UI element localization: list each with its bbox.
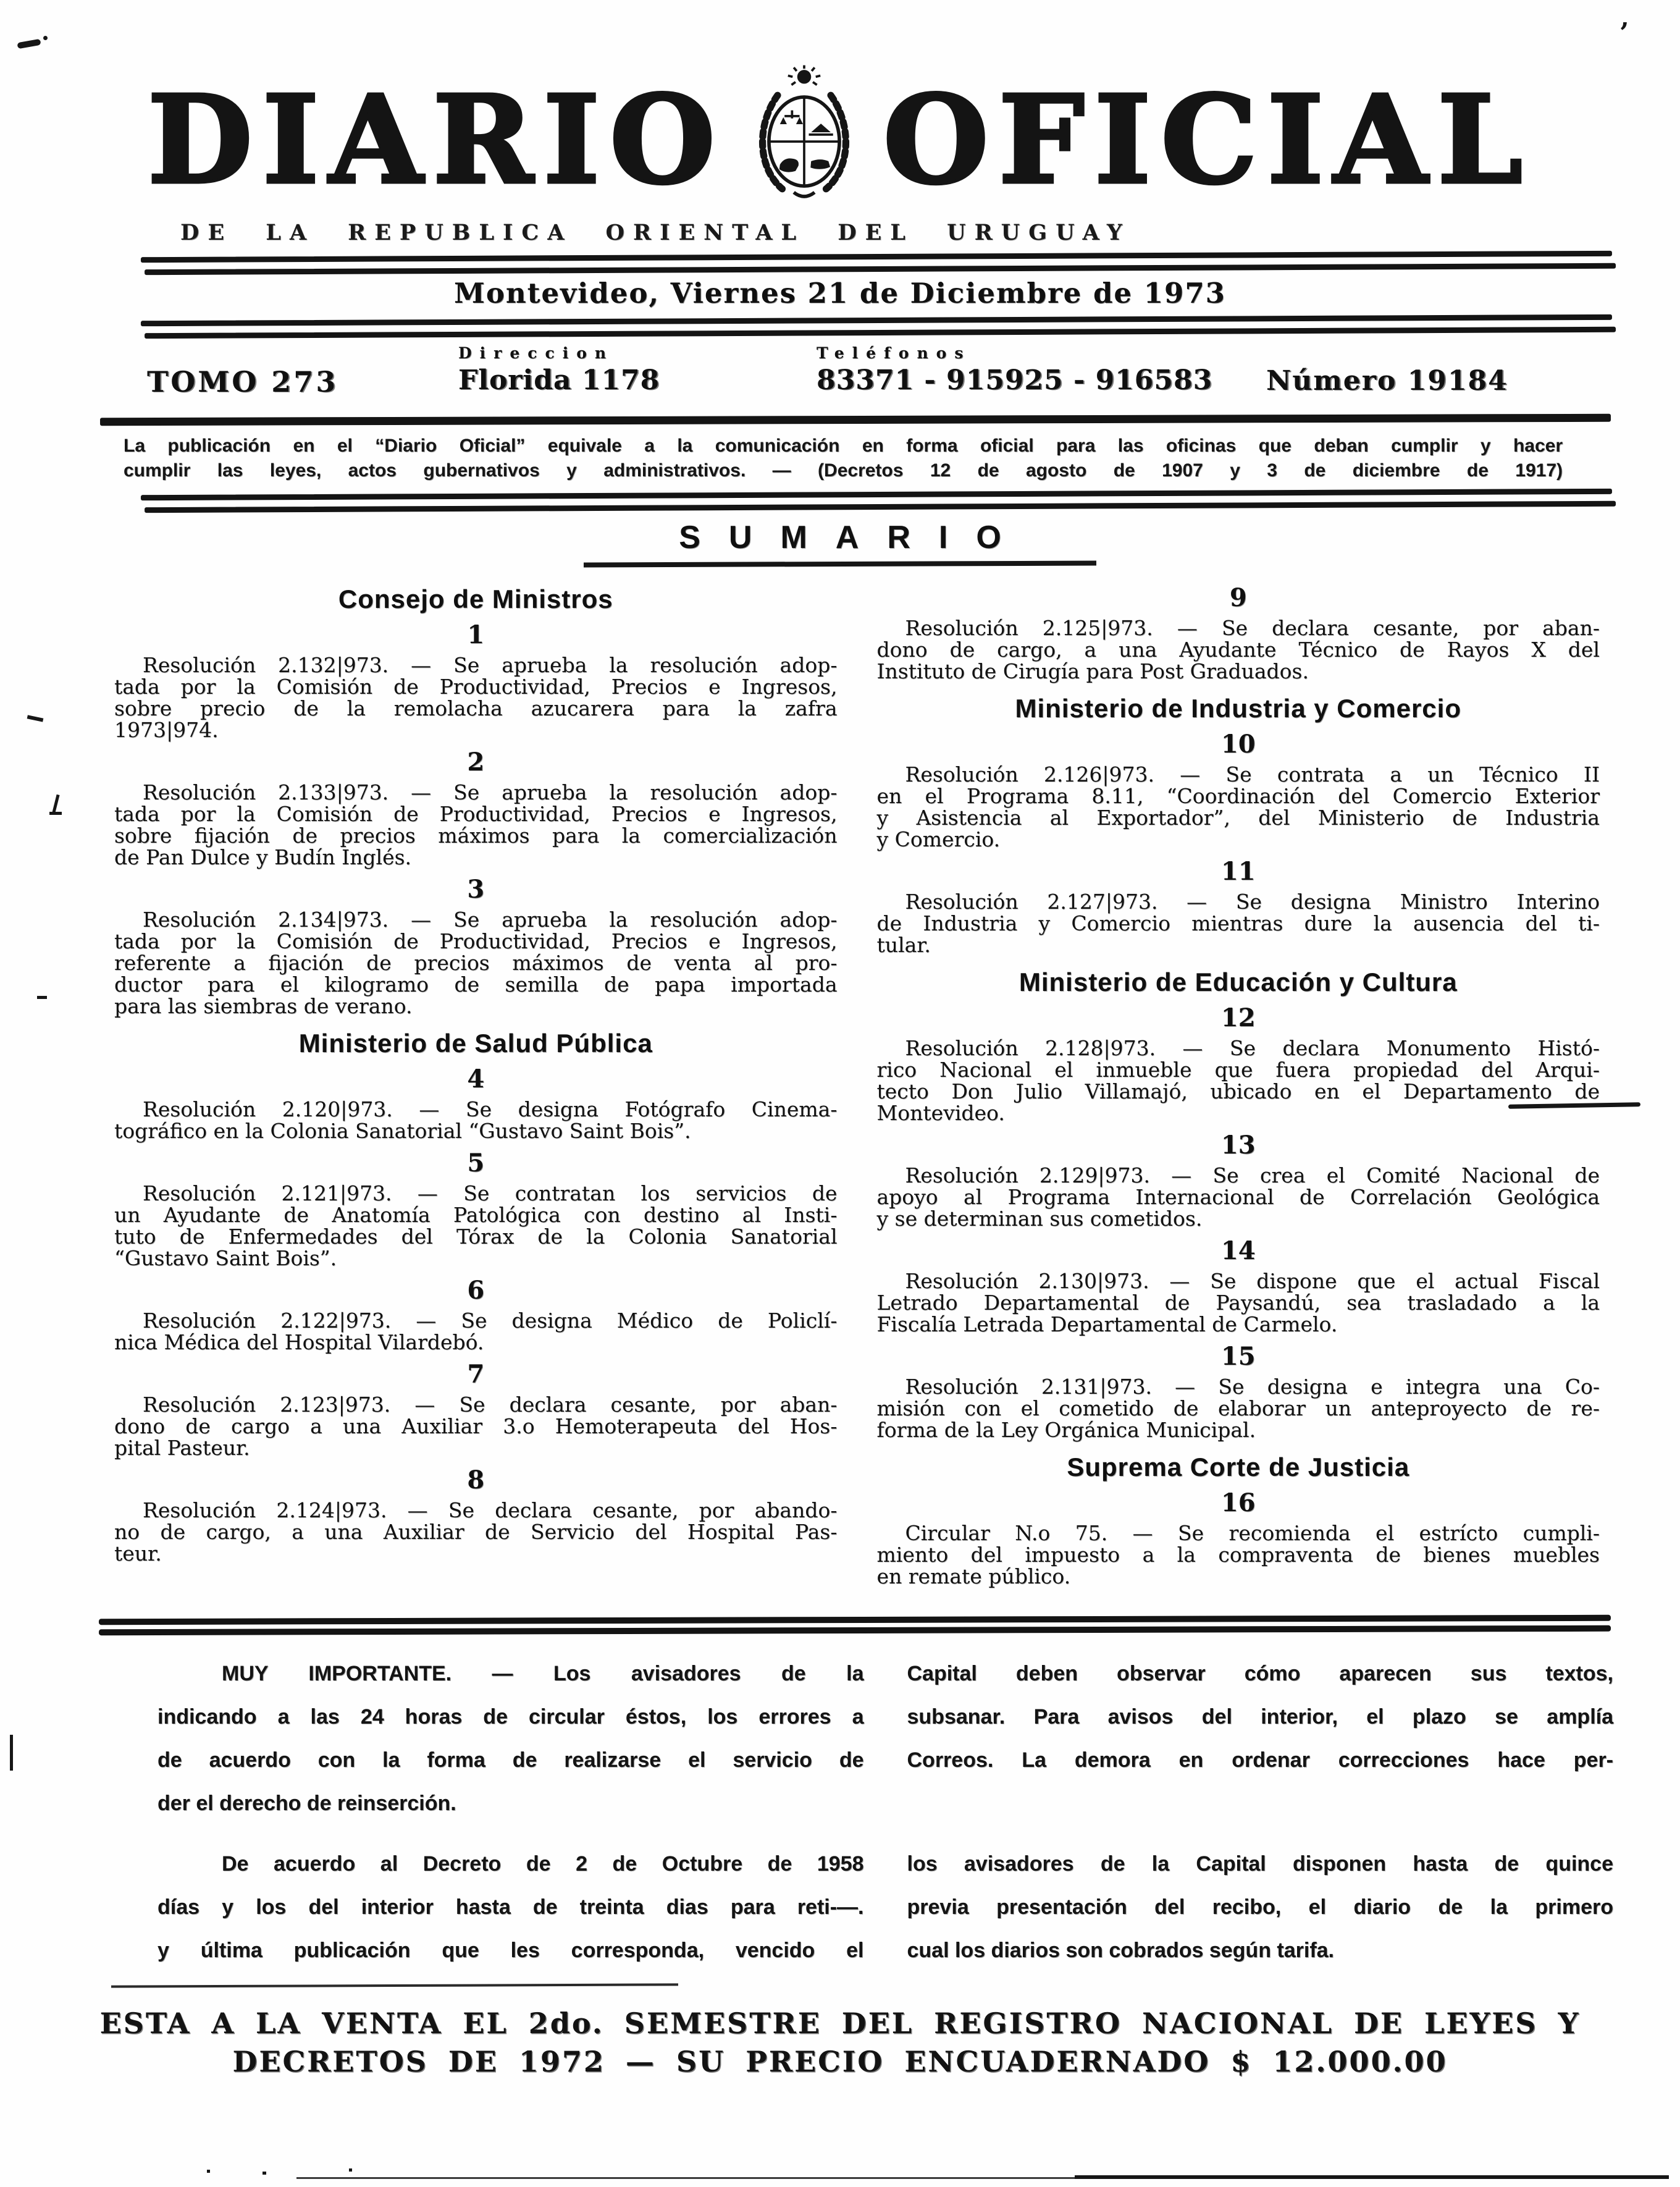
telefonos-label: Teléfonos [817, 344, 972, 362]
summary-item-line: Resolución 2.120|973. — Se designa Fotógrafo Cinema- [143, 1097, 838, 1121]
numero-label: Número 19184 [1266, 365, 1508, 397]
bottom-edge-rule [1075, 2175, 1669, 2179]
notice-line: y última publicación que les corresponda, vencido el [158, 1939, 864, 1962]
summary-item-line: referente a fijación de precios máximos de venta al pro- [114, 951, 838, 975]
summary-item-line: ductor para el kilogramo de semilla de papa importada [114, 972, 838, 997]
notice-line: der el derecho de reinserción. [158, 1792, 456, 1815]
summary-item-line: Resolución 2.123|973. — Se declara cesante, por aban- [143, 1393, 838, 1417]
telefonos-block [817, 344, 1212, 396]
scan-artifact [49, 812, 62, 815]
summary-section-heading: Suprema Corte de Justicia [1067, 1452, 1410, 1481]
summary-item-line: Resolución 2.127|973. — Se designa Ministro Interino [905, 890, 1600, 914]
notice-paragraph [158, 1842, 1613, 1972]
summary-item-line: de Pan Dulce y Budín Inglés. [114, 845, 412, 869]
summary-item-line: tular. [876, 933, 931, 957]
summary-item-line: “Gustavo Saint Bois”. [114, 1246, 337, 1270]
summary-item-text [114, 654, 838, 741]
scan-artifact [52, 794, 59, 813]
summary-item-text [877, 891, 1600, 956]
direccion-value: Florida 1178 [458, 364, 660, 396]
summary-title-underline [584, 561, 1096, 568]
scan-artifact [37, 996, 47, 999]
summary-item-line: Resolución 2.133|973. — Se aprueba la resolución adop- [143, 780, 838, 804]
summary-item-line: miento del impuesto a la compraventa de bienes muebles [876, 1543, 1600, 1567]
summary-item-line: Resolución 2.121|973. — Se contratan los servicios de [143, 1181, 838, 1205]
scan-artifact [27, 715, 44, 722]
summary-item-number: 11 [1220, 857, 1256, 886]
uruguay-coat-of-arms-icon [746, 62, 862, 208]
horizontal-rule [141, 489, 1612, 513]
summary-item-line: en el Programa 8.11, “Coordinación del Comercio Exterior [876, 784, 1600, 808]
summary-item-line: 1973|974. [114, 718, 219, 742]
summary-item-line: Fiscalía Letrada Departamental de Carmelo. [876, 1312, 1338, 1336]
notice-line: cual los diarios son cobrados según tarifa. [907, 1939, 1335, 1962]
summary-item-line: dono de cargo, a una Ayudante Técnico de Rayos X del [876, 638, 1600, 662]
summary-item-text [114, 782, 838, 868]
telefonos-value: 83371 - 915925 - 916583 [817, 364, 1213, 396]
notice-line: Capital deben observar cómo aparecen sus textos, [907, 1662, 1613, 1685]
summary-item-line: Circular N.o 75. — Se recomienda el estrícto cumpli- [905, 1521, 1600, 1545]
notice-column-left [158, 1842, 864, 1972]
summary-item-text [114, 909, 838, 1017]
direccion-label: Direccion [458, 344, 615, 362]
summary-item-line: Resolución 2.130|973. — Se dispone que el actual Fiscal [905, 1269, 1600, 1293]
summary-item-line: un Ayudante de Anatomía Patológica con destino al Insti- [114, 1203, 838, 1227]
summary-item-line: tecto Don Julio Villamajó, ubicado en el Departamento de [876, 1079, 1600, 1103]
summary-item-number: 9 [1229, 583, 1247, 612]
notice-line: los avisadores de la Capital disponen hasta de quince [907, 1852, 1613, 1876]
summary-item-text [877, 1522, 1600, 1587]
sale-notice [0, 2004, 1680, 2081]
scan-artifact [10, 1735, 13, 1771]
summary-item-number: 8 [467, 1465, 485, 1494]
summary-item-text [114, 1182, 838, 1269]
partial-rule [111, 1983, 678, 1987]
summary-item-number: 16 [1220, 1488, 1256, 1517]
summary-item-line: Resolución 2.122|973. — Se designa Médico de Policlí- [143, 1308, 838, 1333]
summary-item-text [114, 1098, 838, 1142]
summary-item-line: Resolución 2.124|973. — Se declara cesante, por abando- [143, 1498, 838, 1522]
summary-item-text [877, 764, 1600, 850]
summary-item-line: teur. [114, 1541, 162, 1565]
summary-item-number: 1 [467, 620, 485, 649]
publication-note [124, 434, 1563, 483]
summary-item-line: tográfico en la Colonia Sanatorial “Gustavo Saint Bois”. [114, 1119, 691, 1143]
horizontal-rule [141, 251, 1612, 275]
masthead [0, 69, 1680, 211]
summary-item-text [114, 1394, 838, 1459]
notice-line: indicando a las 24 horas de circular éstos, los errores a [158, 1705, 864, 1729]
notice-column-right [907, 1842, 1614, 1972]
summary-item-text [877, 617, 1600, 682]
summary-item-line: y Comercio. [876, 827, 1001, 851]
summary-item-number: 5 [467, 1148, 485, 1178]
notice-column-left [158, 1652, 864, 1825]
summary-section-heading: Consejo de Ministros [338, 584, 613, 613]
summary-item-line: misión con el cometido de elaborar un anteproyecto de re- [876, 1396, 1600, 1420]
summary-item-line: Resolución 2.134|973. — Se aprueba la resolución adop- [143, 908, 838, 932]
info-band [0, 344, 1680, 403]
scan-artifact [207, 2170, 210, 2173]
direccion-block [458, 344, 660, 396]
scan-artifact [17, 39, 41, 49]
summary-item-line: sobre fijación de precios máximos para la comercialización [114, 824, 838, 848]
horizontal-rule [100, 414, 1611, 426]
notice-line: De acuerdo al Decreto de 2 de Octubre de 1958 [222, 1852, 864, 1876]
masthead-title-right: OFICIAL [883, 69, 1533, 211]
summary-column-left [114, 585, 838, 1592]
notice-line: Correos. La demora en ordenar correcciones hace per- [907, 1748, 1613, 1772]
summary-item-line: tada por la Comisión de Productividad, Precios e Ingresos, [114, 802, 838, 826]
summary-item-text [877, 1037, 1600, 1124]
summary-item-number: 4 [467, 1064, 485, 1094]
summary-item-number: 10 [1220, 730, 1256, 759]
summary-item-line: pital Pasteur. [114, 1436, 250, 1460]
notice-column-right [907, 1652, 1614, 1825]
summary-item-number: 15 [1220, 1342, 1256, 1371]
summary-section-heading: Ministerio de Industria y Comercio [1015, 694, 1461, 723]
summary-item-text [114, 1310, 838, 1353]
notice-paragraph [158, 1652, 1613, 1825]
summary-column-right [877, 585, 1600, 1592]
summary-item-line: rico Nacional el inmueble que fuera propiedad del Arqui- [876, 1058, 1600, 1082]
notice-line: de acuerdo con la forma de realizarse el servicio de [158, 1748, 864, 1772]
summary-item-line: dono de cargo a una Auxiliar 3.o Hemoterapeuta del Hos- [114, 1414, 838, 1438]
notice-line: previa presentación del recibo, el diario de la primero [907, 1895, 1613, 1919]
notice-line: MUY IMPORTANTE. — Los avisadores de la [222, 1662, 864, 1685]
summary-item-line: en remate público. [876, 1564, 1071, 1588]
summary-item-number: 3 [467, 875, 485, 904]
summary-item-line: Resolución 2.132|973. — Se aprueba la resolución adop- [143, 653, 838, 677]
scan-artifact [262, 2172, 266, 2175]
summary-item-text [877, 1270, 1600, 1335]
summary-item-line: y Asistencia al Exportador”, del Ministerio de Industria [876, 806, 1600, 830]
summary-item-text [114, 1499, 838, 1564]
summary-item-text [877, 1165, 1600, 1229]
summary-item-line: nica Médica del Hospital Vilardebó. [114, 1330, 484, 1354]
summary-item-line: Instituto de Cirugía para Post Graduados. [876, 659, 1309, 683]
summary-item-line: tada por la Comisión de Productividad, Precios e Ingresos, [114, 675, 838, 699]
summary-section-heading: Ministerio de Salud Pública [298, 1029, 653, 1058]
summary-item-line: Montevideo. [876, 1101, 1005, 1125]
summary-item-number: 7 [467, 1360, 485, 1389]
summary-item-line: Resolución 2.129|973. — Se crea el Comité Nacional de [905, 1163, 1600, 1187]
publication-note-line: cumplir las leyes, actos gubernativos y administrativos. — (Decretos 12 de agosto de 1907 y 3 de diciembre de 1917) [124, 460, 1563, 481]
summary-item-line: Resolución 2.126|973. — Se contrata a un Técnico II [905, 762, 1600, 786]
dateline: Montevideo, Viernes 21 de Diciembre de 1973 [454, 277, 1226, 310]
summary-item-line: tuto de Enfermedades del Tórax de la Colonia Sanatorial [114, 1224, 838, 1249]
summary-item-line: Resolución 2.125|973. — Se declara cesante, por aban- [905, 616, 1600, 640]
sale-notice-line: DECRETOS DE 1972 — SU PRECIO ENCUADERNADO $ 12.000.00 [232, 2045, 1448, 2078]
summary-title: SUMARIO [679, 520, 1030, 555]
summary-section-heading: Ministerio de Educación y Cultura [1018, 967, 1458, 997]
summary-item-number: 13 [1220, 1131, 1256, 1160]
summary-item-line: apoyo al Programa Internacional de Correlación Geológica [876, 1185, 1600, 1209]
summary-item-line: Resolución 2.128|973. — Se declara Monumento Histó- [905, 1036, 1600, 1060]
horizontal-rule [141, 314, 1612, 339]
summary-item-line: Resolución 2.131|973. — Se designa e integra una Co- [905, 1375, 1600, 1399]
summary-item-number: 6 [467, 1276, 485, 1305]
advertisers-notice [158, 1652, 1613, 1972]
scan-artifact [43, 36, 48, 40]
summary-item-line: de Industria y Comercio mientras dure la ausencia del ti- [876, 911, 1600, 935]
notice-line: días y los del interior hasta de treinta dias para reti-—. [158, 1895, 864, 1919]
notice-line: subsanar. Para avisos del interior, el plazo se amplía [907, 1705, 1613, 1729]
summary-columns [114, 585, 1600, 1592]
masthead-title-left: DIARIO [147, 69, 725, 211]
scan-artifact [349, 2168, 352, 2172]
summary-item-line: Letrado Departamental de Paysandú, sea trasladado a la [876, 1291, 1600, 1315]
summary-item-line: forma de la Ley Orgánica Municipal. [876, 1418, 1256, 1442]
summary-item-number: 2 [467, 748, 485, 777]
summary-item-text [877, 1376, 1600, 1441]
masthead-subtitle: DE LA REPUBLICA ORIENTAL DEL URUGUAY [180, 220, 1131, 245]
publication-note-line: La publicación en el “Diario Oficial” equivale a la comunicación en forma oficial para las oficinas que deban cumplir y hacer [124, 436, 1563, 456]
summary-item-line: y se determinan sus cometidos. [876, 1207, 1203, 1231]
summary-item-line: no de cargo, a una Auxiliar de Servicio del Hospital Pas- [114, 1520, 838, 1544]
scan-artifact: ’ [1619, 17, 1629, 49]
summary-item-number: 12 [1220, 1003, 1256, 1032]
summary-item-line: sobre precio de la remolacha azucarera para la zafra [114, 696, 838, 720]
summary-item-line: tada por la Comisión de Productividad, Precios e Ingresos, [114, 929, 838, 953]
summary-item-line: para las siembras de verano. [114, 994, 413, 1018]
tomo-label: TOMO 273 [147, 365, 338, 398]
horizontal-rule [99, 1615, 1611, 1635]
sale-notice-line: ESTA A LA VENTA EL 2do. SEMESTRE DEL REGISTRO NACIONAL DE LEYES Y [99, 2007, 1581, 2040]
summary-item-number: 14 [1220, 1236, 1256, 1265]
